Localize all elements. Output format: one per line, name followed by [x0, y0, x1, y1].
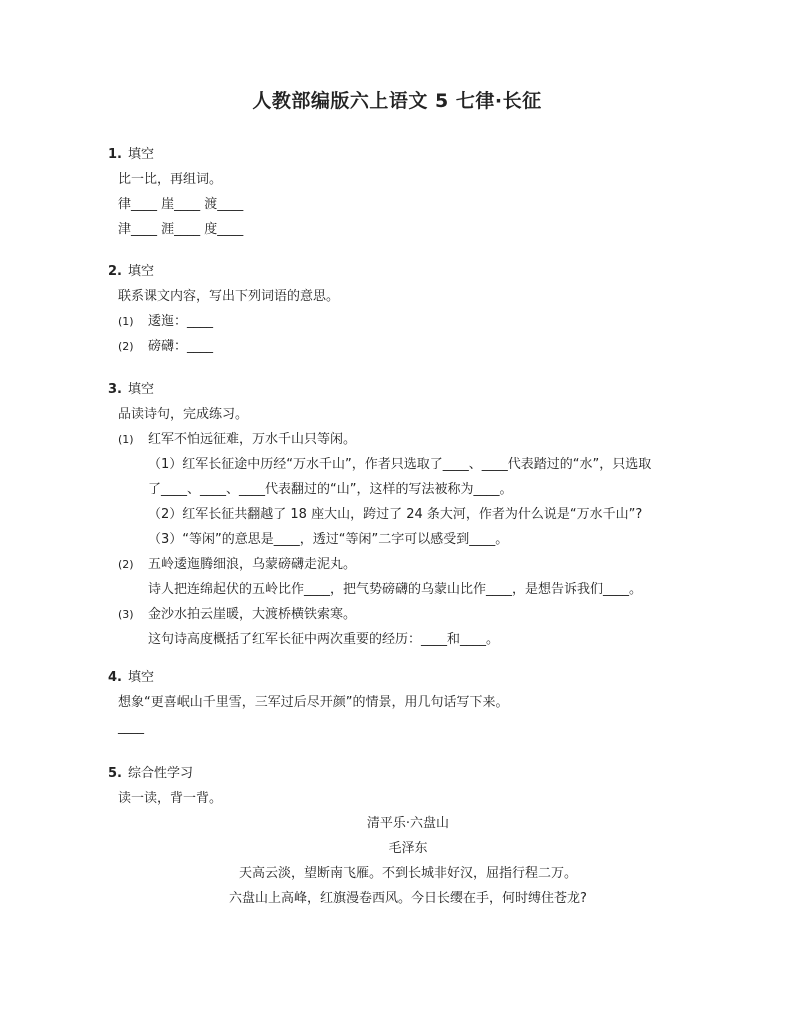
poem-line: 天高云淡，望断南飞雁。不到长城非好汉，屈指行程二万。 [238, 866, 577, 881]
question-instruction: 比一比，再组词。 [118, 172, 223, 187]
poem-line: 金沙水拍云崖暖，大渡桥横铁索寒。 [148, 607, 357, 622]
question-header [108, 666, 728, 690]
question-instruction: 联系课文内容，写出下列词语的意思。 [118, 289, 340, 304]
poem-author: 毛泽东 [388, 841, 428, 856]
sub-item [108, 309, 728, 334]
poem-line-item [108, 552, 728, 577]
question-2 [108, 260, 728, 359]
sub-question: 诗人把连绵起伏的五岭比作____，把气势磅礴的乌蒙山比作____，是想告诉我们____。 [148, 582, 643, 597]
question-instruction: 品读诗句，完成练习。 [118, 407, 249, 422]
sub-item [108, 334, 728, 359]
question-4 [108, 666, 728, 740]
question-number: 3. [108, 382, 122, 397]
sub-item-number: (2) [118, 558, 134, 571]
poem-title: 清平乐·六盘山 [366, 816, 450, 831]
poem-line: 六盘山上高峰，红旗漫卷西风。今日长缨在手，何时缚住苍龙? [229, 891, 587, 906]
question-type: 填空 [127, 670, 154, 685]
question-header [108, 260, 728, 284]
question-5 [108, 762, 728, 911]
question-type: 填空 [127, 382, 154, 397]
question-number: 4. [108, 670, 122, 685]
sub-question: （2）红军长征共翻越了 18 座大山，跨过了 24 条大河，作者为什么说是“万水千山”? [148, 507, 643, 522]
question-type: 填空 [127, 147, 154, 162]
page-title: 人教部编版六上语文 5 七律·长征 [252, 90, 542, 112]
question-3 [108, 378, 728, 652]
sub-question: （3）“等闲”的意思是____，透过“等闲”二字可以感受到____。 [148, 532, 509, 547]
word-group-row-2: 津____ 涯____ 度____ [118, 222, 244, 237]
poem-line: 五岭逶迤腾细浪，乌蒙磅礴走泥丸。 [148, 557, 357, 572]
sub-item-number: (3) [118, 608, 134, 621]
sub-question-continued: 了____、____、____代表翻过的“山”，这样的写法被称为____。 [148, 482, 513, 497]
poem-line-item [108, 427, 728, 452]
question-header [108, 378, 728, 402]
sub-item-text: 逶迤：____ [148, 314, 214, 329]
poem-line: 红军不怕远征难，万水千山只等闲。 [148, 432, 357, 447]
question-number: 5. [108, 766, 122, 781]
word-group-row-1: 律____ 崖____ 渡____ [118, 197, 244, 212]
question-header [108, 143, 728, 167]
question-instruction: 读一读，背一背。 [118, 791, 223, 806]
question-number: 2. [108, 264, 122, 279]
sub-item-number: (2) [118, 340, 134, 353]
sub-question: （1）红军长征途中历经“万水千山”，作者只选取了____、____代表踏过的“水”，只选取 [148, 457, 652, 472]
sub-item-number: (1) [118, 315, 134, 328]
sub-item-number: (1) [118, 433, 134, 446]
question-type: 综合性学习 [127, 766, 193, 781]
poem-block [108, 811, 708, 911]
answer-blank: ____ [118, 720, 144, 735]
sub-question: 这句诗高度概括了红军长征中两次重要的经历：____和____。 [148, 632, 500, 647]
poem-line-item [108, 602, 728, 627]
question-1 [108, 143, 728, 242]
question-type: 填空 [127, 264, 154, 279]
sub-item-text: 磅礴：____ [148, 339, 214, 354]
question-instruction: 想象“更喜岷山千里雪，三军过后尽开颜”的情景，用几句话写下来。 [118, 695, 509, 710]
question-header [108, 762, 728, 786]
question-number: 1. [108, 147, 122, 162]
